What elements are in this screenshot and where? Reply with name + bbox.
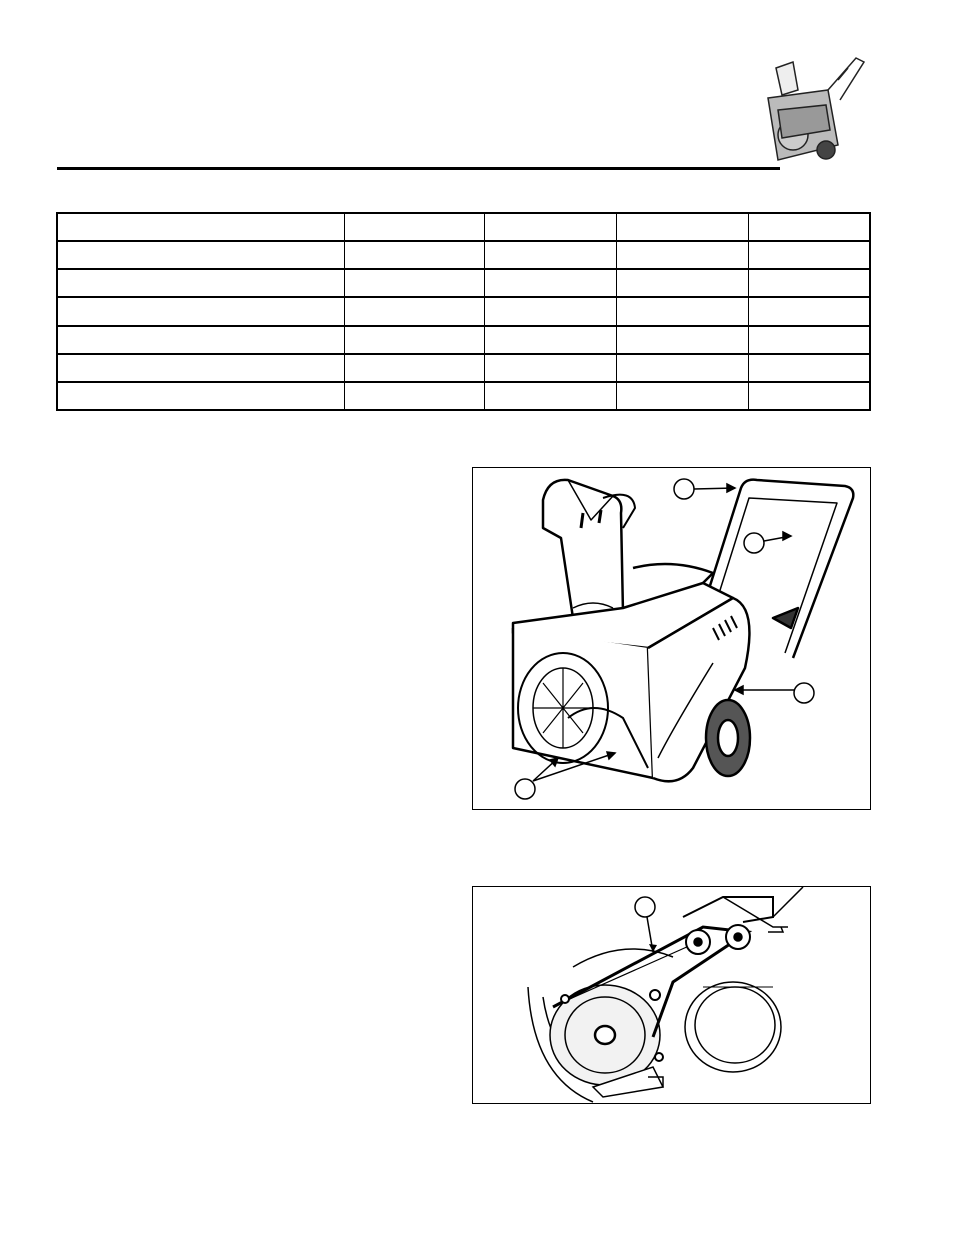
snowblower-thumbnail-icon xyxy=(748,50,872,172)
table-cell xyxy=(617,297,749,325)
table-cell xyxy=(57,269,344,297)
table-cell xyxy=(344,241,484,269)
table-cell xyxy=(484,382,616,410)
table-row xyxy=(57,382,870,410)
table-cell xyxy=(749,326,870,354)
table-cell xyxy=(484,213,616,241)
spec-table xyxy=(56,212,871,411)
belt-drive-figure xyxy=(472,886,871,1104)
table-cell xyxy=(749,354,870,382)
table-row xyxy=(57,326,870,354)
table-row xyxy=(57,213,870,241)
table-cell xyxy=(344,269,484,297)
table-cell xyxy=(57,241,344,269)
table-cell xyxy=(57,354,344,382)
table-cell xyxy=(617,241,749,269)
table-cell xyxy=(344,382,484,410)
table-cell xyxy=(344,354,484,382)
table-cell xyxy=(749,213,870,241)
table-cell xyxy=(749,269,870,297)
table-cell xyxy=(749,382,870,410)
table-cell xyxy=(484,269,616,297)
table-cell xyxy=(57,326,344,354)
table-row xyxy=(57,241,870,269)
table-cell xyxy=(484,354,616,382)
snowblower-figure xyxy=(472,467,871,810)
table-cell xyxy=(57,213,344,241)
table-cell xyxy=(749,241,870,269)
table-cell xyxy=(484,241,616,269)
table-cell xyxy=(344,326,484,354)
table-cell xyxy=(749,297,870,325)
table-row xyxy=(57,297,870,325)
table-cell xyxy=(617,269,749,297)
table-row xyxy=(57,354,870,382)
header-rule xyxy=(57,167,780,170)
table-cell xyxy=(344,297,484,325)
table-cell xyxy=(484,326,616,354)
table-cell xyxy=(617,382,749,410)
table-cell xyxy=(484,297,616,325)
table-cell xyxy=(57,382,344,410)
table-cell xyxy=(617,326,749,354)
table-cell xyxy=(617,213,749,241)
table-cell xyxy=(344,213,484,241)
table-row xyxy=(57,269,870,297)
table-cell xyxy=(617,354,749,382)
table-cell xyxy=(57,297,344,325)
